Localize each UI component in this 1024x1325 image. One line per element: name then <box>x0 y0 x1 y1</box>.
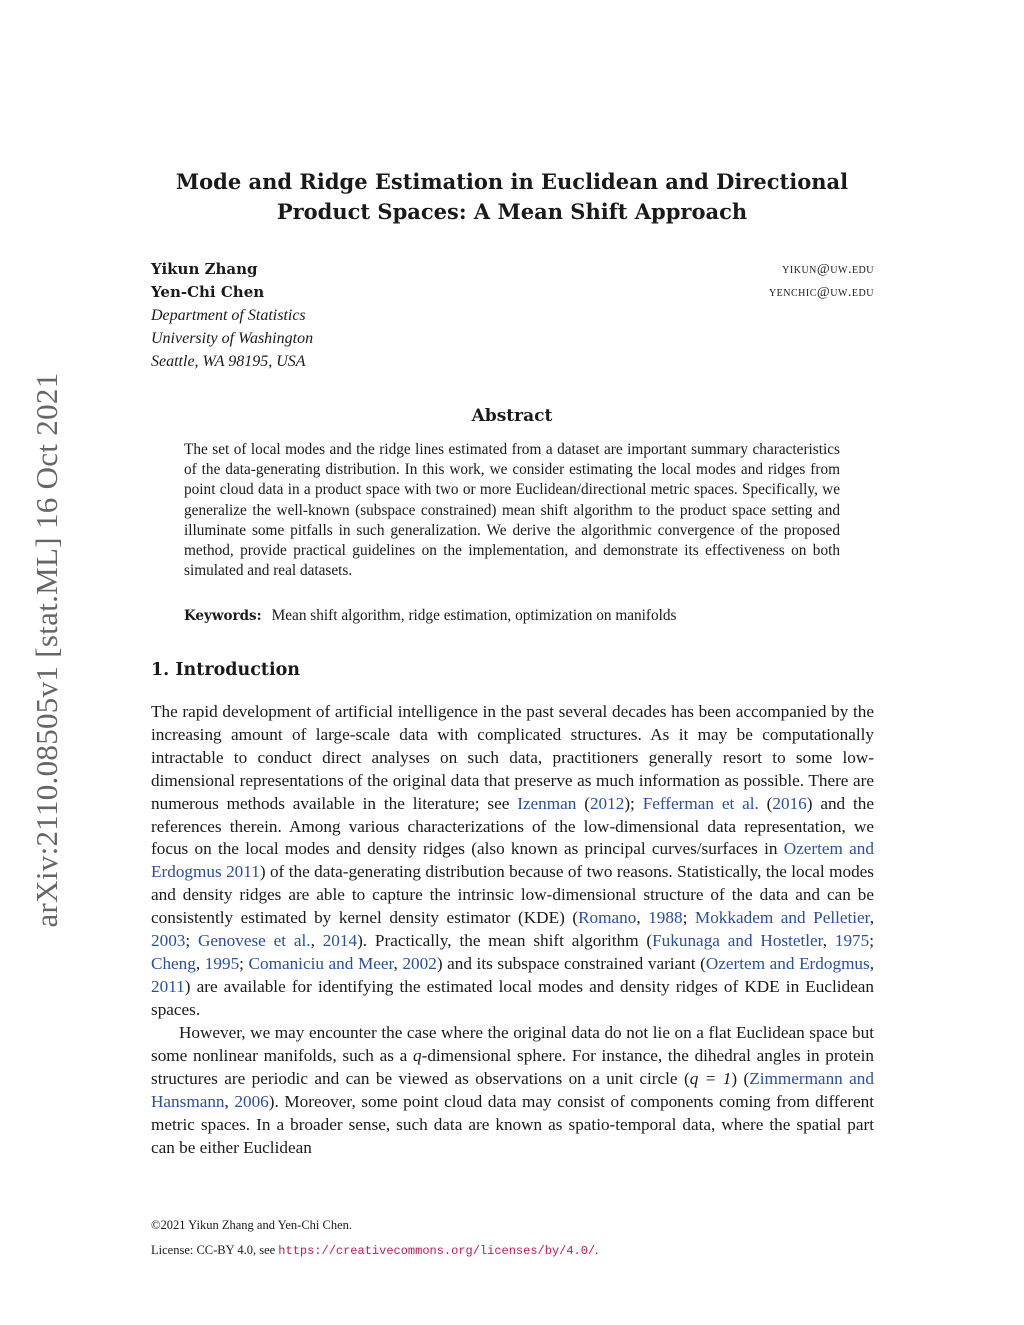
citation-link[interactable]: Comaniciu and Meer <box>248 953 394 973</box>
math-symbol: q <box>413 1046 422 1066</box>
keywords <box>184 607 840 625</box>
keywords-label: Keywords: <box>184 608 262 624</box>
affiliation-address: Seattle, WA 98195, USA <box>151 353 306 370</box>
author-name: Yikun Zhang <box>151 260 258 278</box>
introduction-body <box>151 701 874 1160</box>
citation-link[interactable]: 2016 <box>772 793 807 813</box>
section-heading-introduction: 1. Introduction <box>151 660 300 680</box>
citation-link[interactable]: Zimmermann and Hansmann <box>151 1069 874 1111</box>
math-expression: q = 1 <box>689 1069 732 1088</box>
citation-link[interactable]: 2012 <box>589 793 625 813</box>
paper-title: Mode and Ridge Estimation in Euclidean and Directional Product Spaces: A Mean Shift Approach <box>175 169 849 224</box>
author-email[interactable]: yenchic@uw.edu <box>768 285 874 300</box>
author-row <box>151 281 874 304</box>
license-notice: License: CC-BY 4.0, see https://creativecommons.org/licenses/by/4.0/. <box>151 1243 599 1258</box>
affiliation-department: Department of Statistics <box>151 307 306 324</box>
citation-link[interactable]: 2002 <box>402 953 437 973</box>
abstract-text: The set of local modes and the ridge lines estimated from a dataset are important summary characteristics of the data-generating distribution. In this work, we consider estimating the local modes and ridges from point cloud data in a product space with two or more Euclidean/directional metric spaces. Specifically, we generalize the well-known (subspace constrained) mean shift algorithm to the product space setting and illuminate some pitfalls in such generalization. We derive the algorithmic convergence of the proposed method, provide practical guidelines on the implementation, and demonstrate its effectiveness on both simulated and real datasets. <box>184 441 840 580</box>
citation-link[interactable]: Fefferman et al. <box>642 793 759 813</box>
citation-link[interactable]: Cheng <box>151 953 196 973</box>
citation-link[interactable]: Mokkadem and Pelletier <box>694 908 870 928</box>
paragraph: However, we may encounter the case where the original data do not lie on a flat Euclidean space but some nonlinear manifolds, such as a q-dimensional sphere. For instance, the dihedral angles in protein structures are periodic and can be viewed as observations on a unit circle (q = 1) (Zimmermann and Hansmann, 2006). Moreover, some point cloud data may consist of components coming from different metric spaces. In a broader sense, such data are known as spatio-temporal data, where the spatial part can be either Euclidean <box>151 1023 874 1157</box>
author-email[interactable]: yikun@uw.edu <box>782 262 874 277</box>
citation-link[interactable]: Ozertem and Erdogmus <box>705 953 870 973</box>
citation-link[interactable]: Romano <box>578 908 637 928</box>
paragraph: The rapid development of artificial intelligence in the past several decades has been accompanied by the increasing amount of large-scale data with complicated structures. As it may be computationally intractable to conduct direct analyses on such data, practitioners generally resort to some low-dimensional representations of the original data that preserve as much information as possible. There are numerous methods available in the literature; see Izenman (2012); Fefferman et al. (2016) and the references therein. Among various characterizations of the low-dimensional data representation, we focus on the local modes and density ridges (also known as principal curves/surfaces in Ozertem and Erdogmus 2011) of the data-generating distribution because of two reasons. Statistically, the local modes and density ridges are able to capture the intrinsic low-dimensional structure of the data and can be consistently estimated by kernel density estimator (KDE) (Romano, 1988; Mokkadem and Pelletier, 2003; Genovese et al., 2014). Practically, the mean shift algorithm (Fukunaga and Hostetler, 1975; Cheng, 1995; Comaniciu and Meer, 2002) and its subspace constrained variant (Ozertem and Erdogmus, 2011) are available for identifying the estimated local modes and density ridges of KDE in Euclidean spaces. <box>151 702 875 1019</box>
citation-link[interactable]: 1995 <box>204 953 240 973</box>
citation-link[interactable]: 1988 <box>648 908 683 928</box>
author-row <box>151 258 874 281</box>
author-name: Yen-Chi Chen <box>151 283 265 301</box>
arxiv-identifier <box>22 350 72 950</box>
keywords-list: Mean shift algorithm, ridge estimation, optimization on manifolds <box>271 607 677 624</box>
affiliation-university: University of Washington <box>151 330 314 347</box>
abstract-heading: Abstract <box>471 406 553 426</box>
citation-link[interactable]: 2014 <box>322 931 358 951</box>
arxiv-identifier-text: arXiv:2110.08505v1 [stat.ML] 16 Oct 2021 <box>29 372 64 928</box>
citation-link[interactable]: 2006 <box>234 1091 269 1111</box>
citation-link[interactable]: 2003 <box>151 931 186 951</box>
license-link[interactable]: https://creativecommons.org/licenses/by/4.0/ <box>278 1244 596 1258</box>
citation-link[interactable]: 2011 <box>151 976 185 996</box>
citation-link[interactable]: 1975 <box>834 931 870 951</box>
page-footer <box>151 1213 874 1264</box>
author-block <box>151 258 874 373</box>
citation-link[interactable]: Ozertem and Erdogmus 2011 <box>151 839 874 882</box>
citation-link[interactable]: Izenman <box>517 793 577 813</box>
citation-link[interactable]: Fukunaga and Hostetler <box>652 931 823 951</box>
citation-link[interactable]: Genovese et al. <box>198 931 311 951</box>
copyright-notice: ©2021 Yikun Zhang and Yen-Chi Chen. <box>151 1218 353 1232</box>
